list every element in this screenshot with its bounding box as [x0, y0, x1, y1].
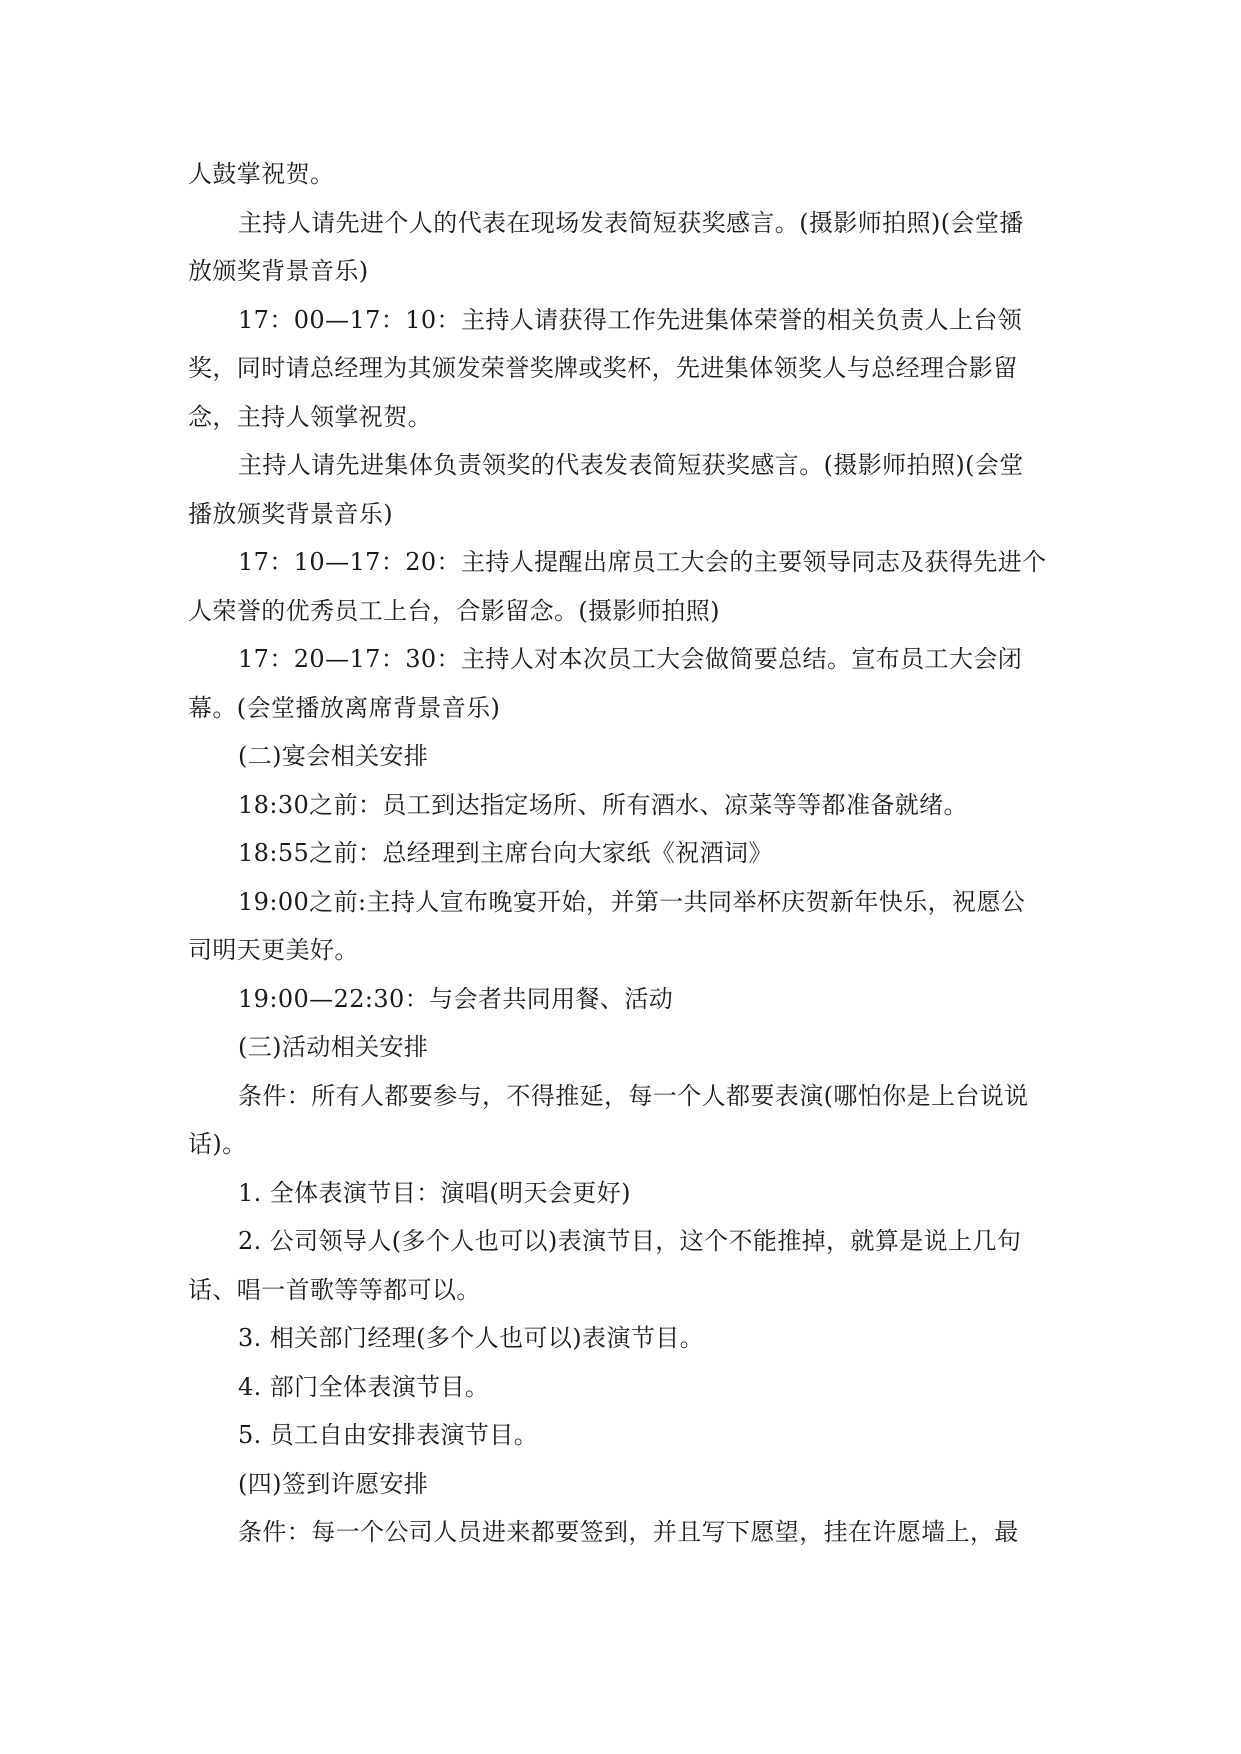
text-line: 17：10—17：20：主持人提醒出席员工大会的主要领导同志及获得先进个	[238, 548, 1047, 576]
section-heading: (二)宴会相关安排	[238, 742, 429, 770]
text-line: 奖，同时请总经理为其颁发荣誉奖牌或奖杯，先进集体领奖人与总经理合影留	[188, 354, 1018, 382]
section-heading: (四)签到许愿安排	[238, 1469, 429, 1498]
text-line: 主持人请先进集体负责领奖的代表发表简短获奖感言。(摄影师拍照)(会堂	[238, 451, 1024, 479]
text-line: 话、唱一首歌等等都可以。	[188, 1275, 481, 1304]
list-item: 5. 员工自由安排表演节目。	[238, 1421, 539, 1449]
text-line: 18:55之前：总经理到主席台向大家纸《祝酒词》	[238, 839, 773, 867]
text-line: 放颁奖背景音乐)	[188, 257, 369, 285]
text-line: 18:30之前：员工到达指定场所、所有酒水、凉菜等等都准备就绪。	[238, 790, 968, 819]
text-line: 17：20—17：30：主持人对本次员工大会做简要总结。宣布员工大会闭	[238, 645, 1023, 673]
document-body	[188, 150, 1054, 1557]
list-item: 1. 全体表演节目：演唱(明天会更好)	[238, 1178, 631, 1207]
text-line: 司明天更美好。	[188, 936, 359, 964]
section-heading: (三)活动相关安排	[238, 1033, 429, 1061]
text-line: 幕。(会堂播放离席背景音乐)	[188, 693, 501, 722]
text-line: 播放颁奖背景音乐)	[188, 499, 393, 528]
text-line: 主持人请先进个人的代表在现场发表简短获奖感言。(摄影师拍照)(会堂播	[238, 208, 1024, 237]
text-line: 19:00—22:30：与会者共同用餐、活动	[238, 984, 674, 1013]
list-item: 3. 相关部门经理(多个人也可以)表演节目。	[238, 1324, 705, 1352]
text-line: 人鼓掌祝贺。	[188, 160, 335, 188]
text-line: 话)。	[188, 1130, 247, 1158]
text-line: 人荣誉的优秀员工上台，合影留念。(摄影师拍照)	[188, 596, 720, 625]
text-line: 念，主持人领掌祝贺。	[188, 402, 432, 431]
list-item: 4. 部门全体表演节目。	[238, 1372, 490, 1401]
text-line: 条件：所有人都要参与，不得推延，每一个人都要表演(哪怕你是上台说说	[238, 1081, 1029, 1110]
list-item: 2. 公司领导人(多个人也可以)表演节目，这个不能推掉，就算是说上几句	[238, 1227, 1022, 1255]
text-line: 17：00—17：10：主持人请获得工作先进集体荣誉的相关负责人上台领	[238, 305, 1023, 334]
text-line: 条件：每一个公司人员进来都要签到，并且写下愿望，挂在许愿墙上，最	[238, 1518, 1019, 1546]
text-line: 19:00之前:主持人宣布晚宴开始，并第一共同举杯庆贺新年快乐，祝愿公	[238, 887, 1026, 916]
